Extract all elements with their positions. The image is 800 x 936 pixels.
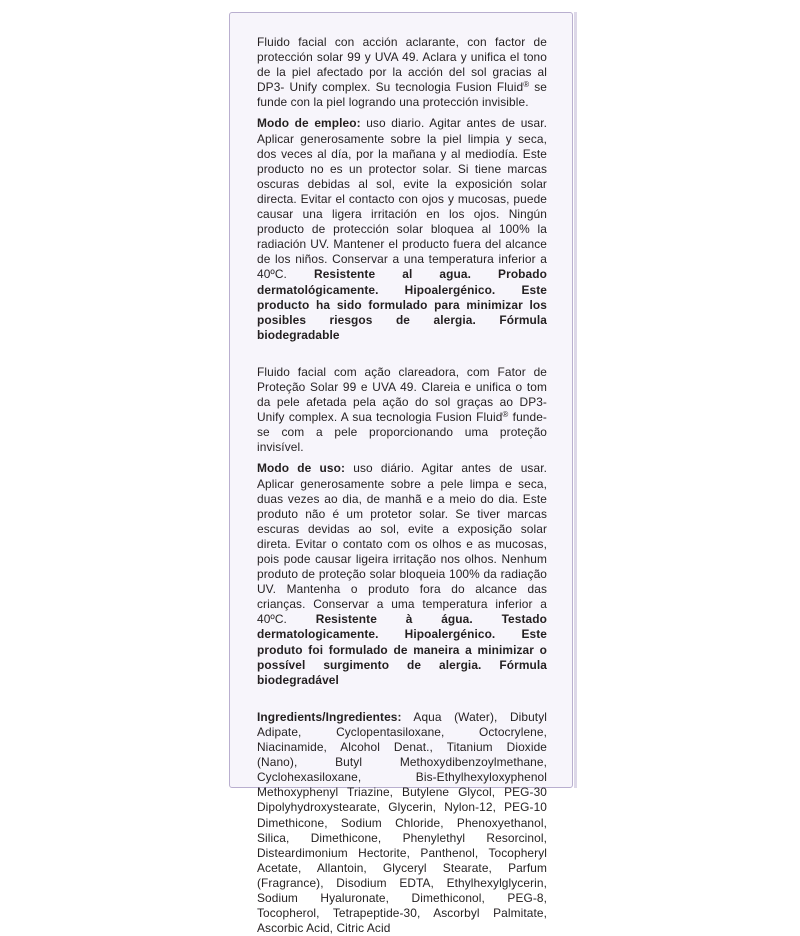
portuguese-intro-text: Fluido facial com ação clareadora, com Fator de Proteção Solar 99 e UVA 49. Clareia e unifica o tom da pele afetada pela ação do sol graças ao DP3-Unify complex. A sua tecnologia Fusion Fluid	[257, 364, 547, 425]
spanish-usage-paragraph	[257, 116, 547, 342]
portuguese-usage-heading: Modo de uso:	[257, 461, 346, 476]
registered-mark: ®	[502, 410, 509, 420]
registered-mark: ®	[523, 80, 530, 90]
portuguese-intro-text-end: funde-se com a pele proporcionando uma proteção invisível.	[257, 410, 547, 455]
portuguese-usage-text: uso diário. Agitar antes de usar. Aplicar generosamente sobre a pele limpa e seca, duas vezes ao dia, de manhã e a meio do dia. Este produto não é um protetor solar. Se tiver marcas escuras devidas ao sol, evite a exposição solar direta. Evitar o contato com os olhos e as mucosas, pois pode causar ligeira irritação nos olhos. Nenhum produto de proteção solar bloqueia 100% da radiação UV. Mantenha o produto fora do alcance das crianças. Conservar a uma temperatura inferior a 40ºC.	[257, 461, 547, 627]
portuguese-usage-bold-text: Resistente à água. Testado dermatologicamente. Hipoalergénico. Este produto foi formulado de maneira a minimizar o possível surgimento de alergia. Fórmula biodegradável	[257, 612, 547, 687]
ingredients-list: Aqua (Water), Dibutyl Adipate, Cyclopentasiloxane, Octocrylene, Niacinamide, Alcohol Denat., Titanium Dioxide (Nano), Butyl Methoxydibenzoylmethane, Cyclohexasiloxane, Bis-Ethylhexyloxyphenol Methoxyphenyl Triazine, Butylene Glycol, PEG-30 Dipolyhydroxystearate, Glycerin, Nylon-12, PEG-10 Dimethicone, Sodium Chloride, Phenoxyethanol, Silica, Dimethicone, Phenylethyl Resorcinol, Disteardimonium Hectorite, Panthenol, Tocopheryl Acetate, Allantoin, Glyceryl Stearate, Parfum (Fragrance), Disodium EDTA, Ethylhexylglycerin, Sodium Hyaluronate, Dimethiconol, PEG-8, Tocopherol, Tetrapeptide-30, Ascorbyl Palmitate, Ascorbic Acid, Citric Acid	[257, 709, 547, 936]
label-text-content	[257, 35, 547, 936]
spanish-usage-text: uso diario. Agitar antes de usar. Aplicar generosamente sobre la piel limpia y seca, dos veces al día, por la mañana y al mediodía. Este producto no es un protector solar. Si tiene marcas oscuras debidas al sol, evite la exposición solar directa. Evitar el contacto con ojos y mucosas, puede causar una ligera irritación en los ojos. Ningún producto de protección solar bloquea al 100% la radiación UV. Mantener el producto fuera del alcance de los niños. Conservar a una temperatura inferior a 40ºC.	[257, 116, 547, 282]
spanish-intro-text: Fluido facial con acción aclarante, con factor de protección solar 99 y UVA 49. Aclara y unifica el tono de la piel afectado por la acción del sol gracias al DP3- Unify complex. Su tecnologia Fusion Fluid	[257, 35, 547, 95]
panel-shadow-edge	[574, 12, 577, 788]
spanish-usage-heading: Modo de empleo:	[257, 116, 361, 131]
portuguese-usage-paragraph	[257, 461, 547, 687]
label-panel	[229, 12, 573, 936]
portuguese-intro-paragraph	[257, 365, 547, 456]
spanish-intro-paragraph	[257, 35, 547, 110]
ingredients-paragraph	[257, 710, 547, 936]
spanish-usage-bold-text: Resistente al agua. Probado dermatológicamente. Hipoalergénico. Este producto ha sido formulado para minimizar los posibles riesgos de alergia. Fórmula biodegradable	[257, 267, 547, 342]
ingredients-heading: Ingredients/Ingredientes:	[257, 709, 402, 724]
spanish-intro-text-end: se funde con la piel logrando una protección invisible.	[257, 80, 547, 110]
